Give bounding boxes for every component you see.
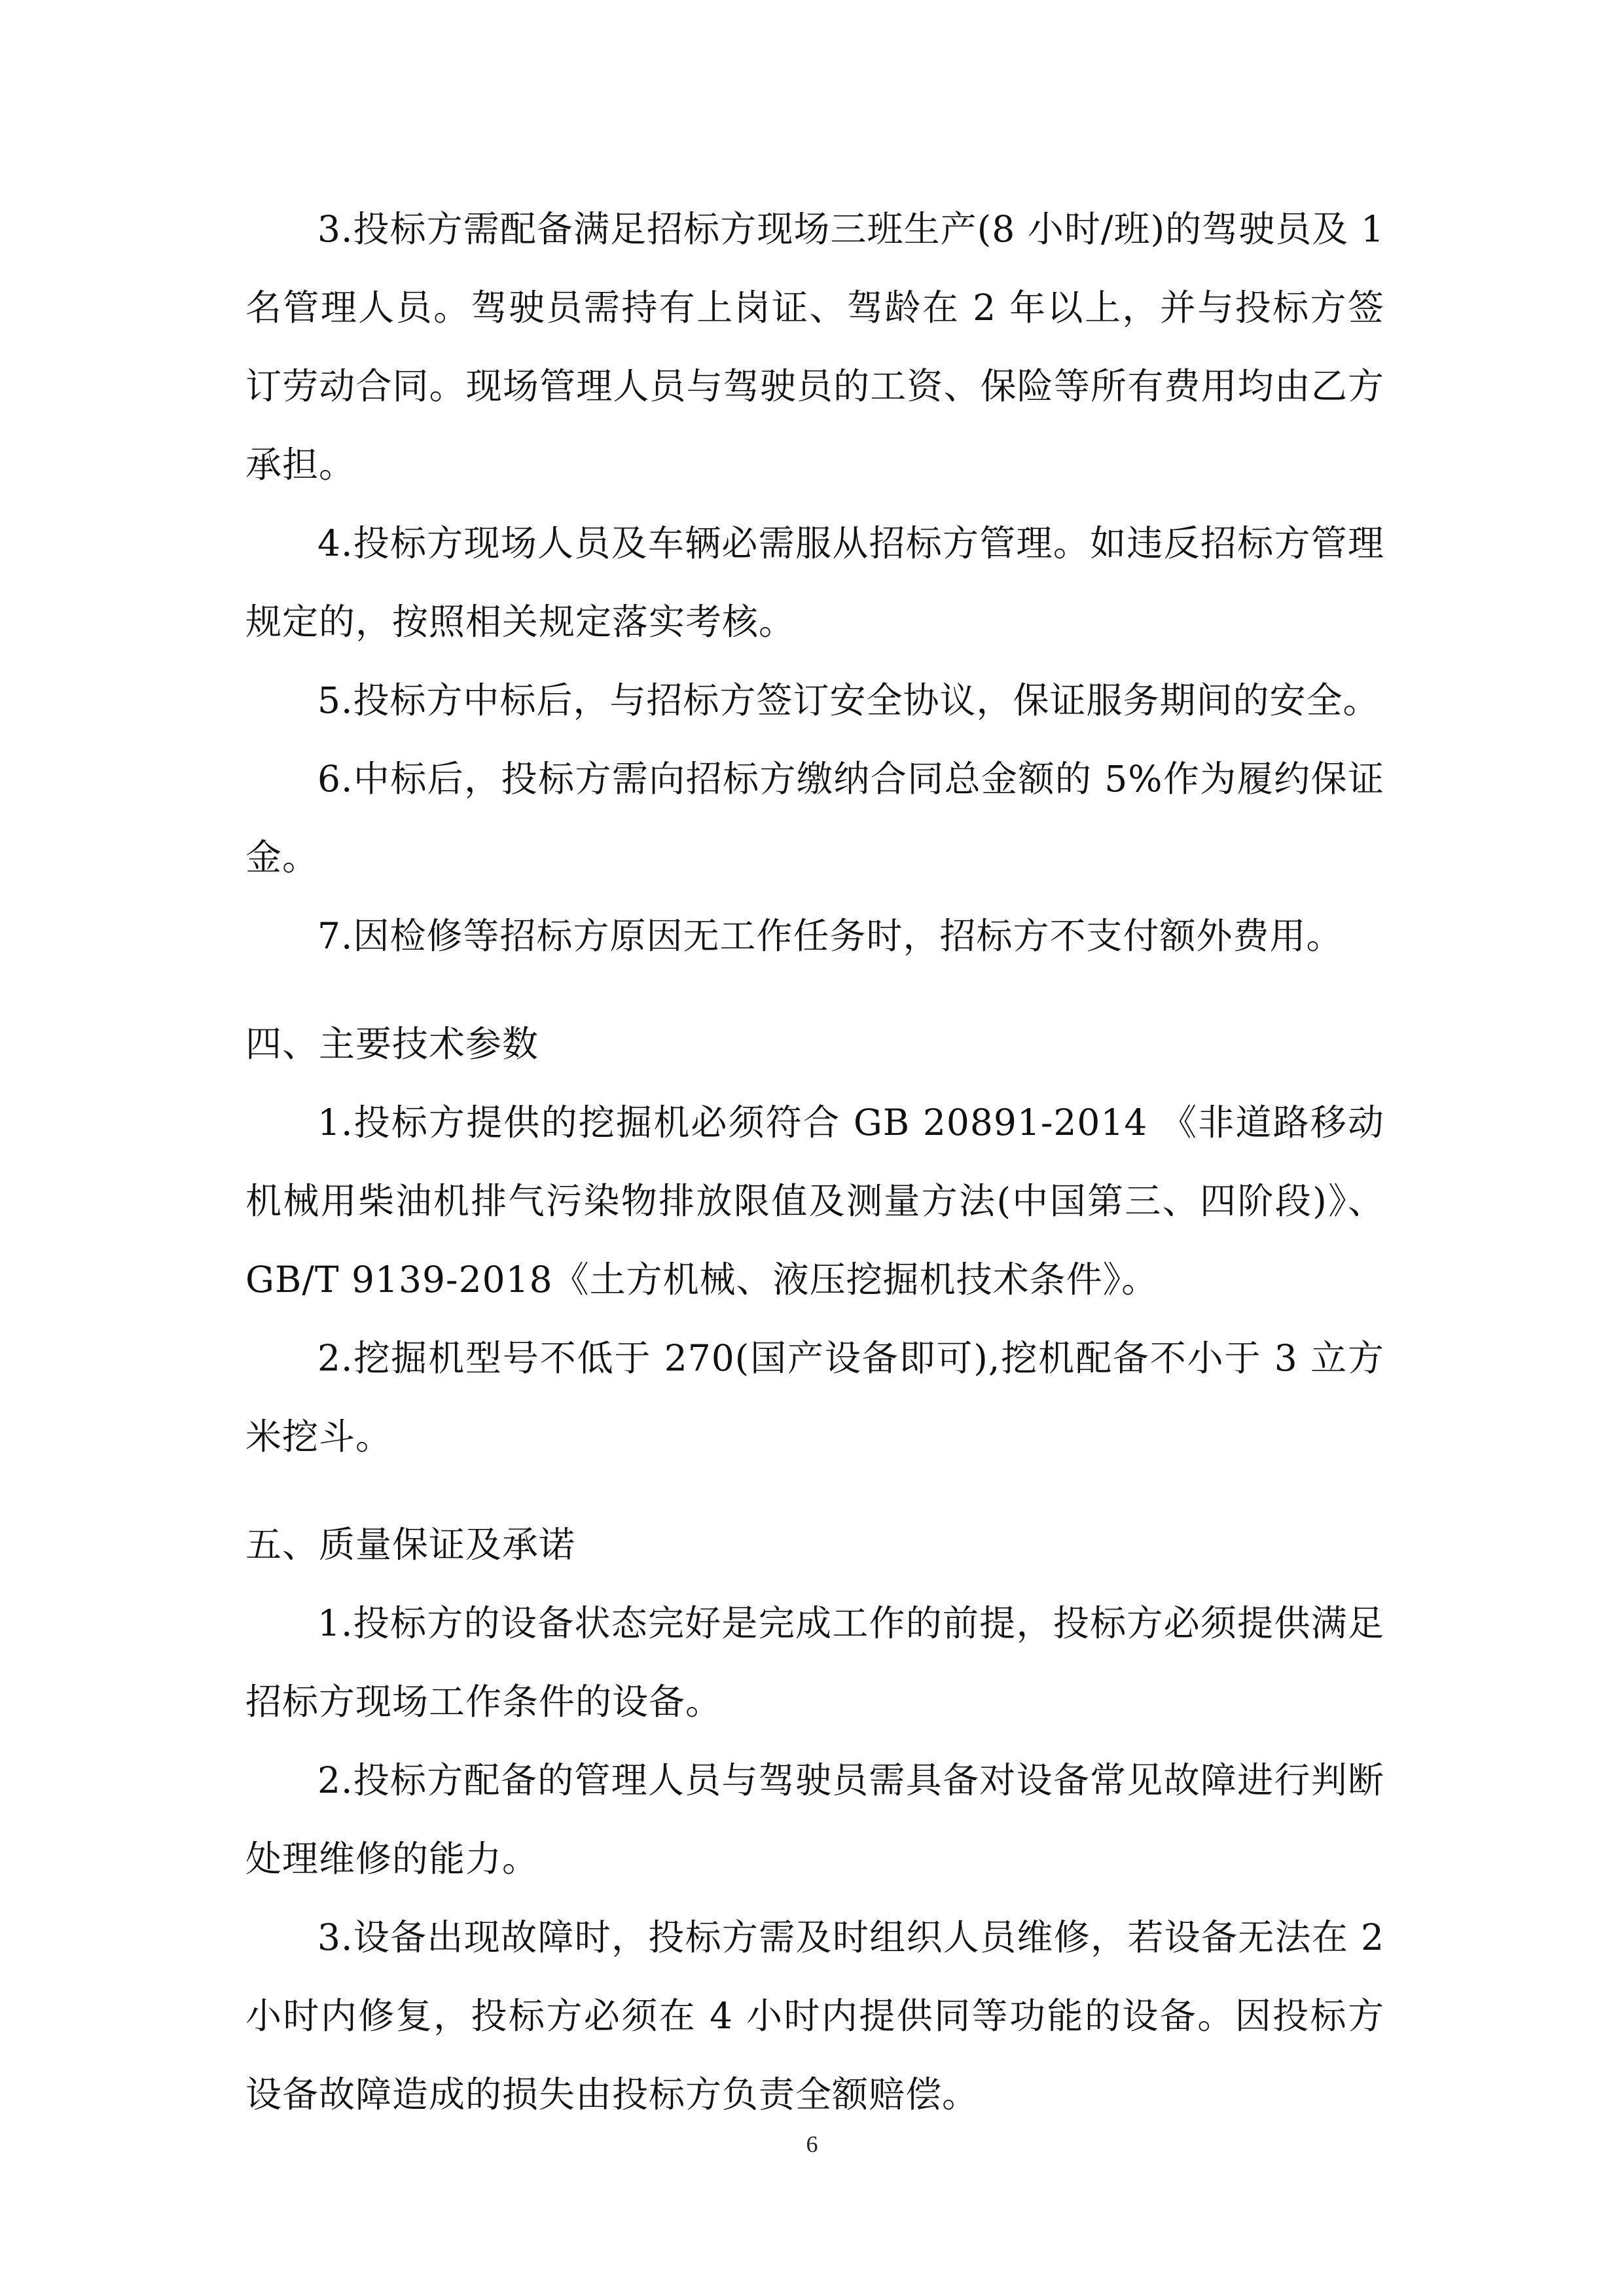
section3-item-5: 5.投标方中标后，与招标方签订安全协议，保证服务期间的安全。	[317, 679, 1380, 721]
section5-item-3: 3.设备出现故障时，投标方需及时组织人员维修，若设备无法在 2 小时内修复，投标方必须在 4 小时内提供同等功能的设备。因投标方设备故障造成的损失由投标方负责全额赔偿。	[245, 1916, 1384, 2115]
section5-item-1: 1.投标方的设备状态完好是完成工作的前提，投标方必须提供满足招标方现场工作条件的设备。	[245, 1602, 1384, 1723]
section-gap	[245, 1476, 1384, 1505]
section3-item-3: 3.投标方需配备满足招标方现场三班生产(8 小时/班)的驾驶员及 1 名管理人员。驾驶员需持有上岗证、驾龄在 2 年以上，并与投标方签订劳动合同。现场管理人员与驾驶员的工资、保险等所有费用均由乙方承担。	[245, 208, 1384, 486]
document-body	[245, 190, 1384, 2134]
section3-item-7: 7.因检修等招标方原因无工作任务时，招标方不支付额外费用。	[317, 915, 1343, 957]
section3-item-6: 6.中标后，投标方需向招标方缴纳合同总金额的 5%作为履约保证金。	[245, 758, 1384, 878]
section4-item-2: 2.挖掘机型号不低于 270(国产设备即可),挖机配备不小于 3 立方米挖斗。	[245, 1337, 1384, 1458]
section4-item-1: 1.投标方提供的挖掘机必须符合 GB 20891-2014 《非道路移动机械用柴油机排气污染物排放限值及测量方法(中国第三、四阶段)》、GB/T 9139-2018《土方机械、液压挖掘机技术条件》。	[245, 1102, 1384, 1300]
section5-heading: 五、质量保证及承诺	[245, 1524, 576, 1566]
section3-item-4: 4.投标方现场人员及车辆必需服从招标方管理。如违反招标方管理规定的，按照相关规定落实考核。	[245, 522, 1384, 643]
section-gap	[245, 975, 1384, 1005]
page-number: 6	[806, 2131, 818, 2157]
section5-item-2: 2.投标方配备的管理人员与驾驶员需具备对设备常见故障进行判断处理维修的能力。	[245, 1759, 1384, 1880]
section4-heading: 四、主要技术参数	[245, 1023, 539, 1065]
